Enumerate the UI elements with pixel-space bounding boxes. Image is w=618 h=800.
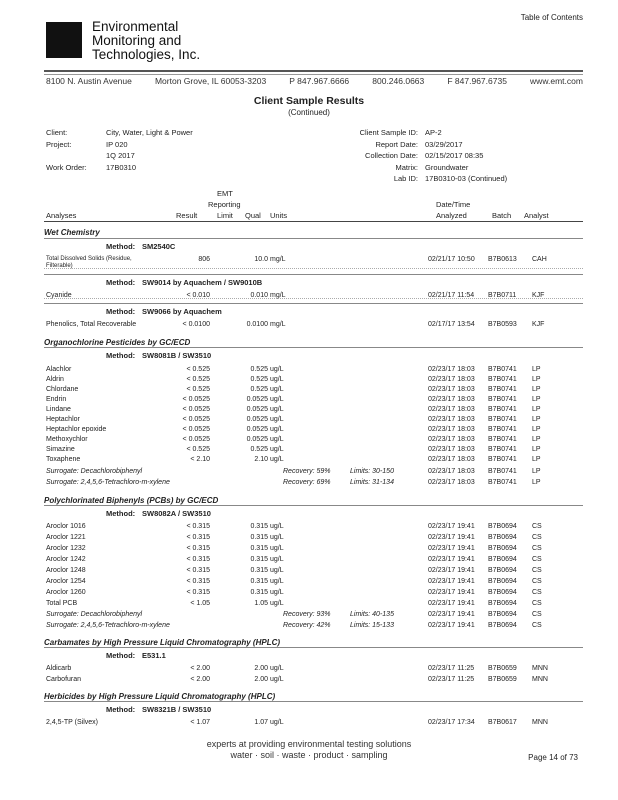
result-value: < 2.10 [190,456,210,463]
units: ug/L [270,406,284,413]
batch-id: B7B0741 [488,436,517,443]
analyte-name: Endrin [46,396,67,403]
analyst-initials: LP [532,366,541,373]
reporting-limit: 2.00 [254,665,268,672]
reporting-limit: 0.0525 [246,426,268,433]
surrogate-limits: Limits: 31-134 [350,479,394,486]
reporting-limit: 0.0100 [246,321,268,328]
column-header-batch: Batch [492,211,512,220]
analyst-initials: LP [532,396,541,403]
method-label: Method: [106,509,136,518]
units: ug/L [270,665,284,672]
units: ug/L [270,523,284,530]
result-value: < 0.525 [186,446,210,453]
column-header-date-time: Date/Time [436,200,471,209]
analyst-initials: LP [532,406,541,413]
reporting-limit: 0.0525 [246,416,268,423]
result-value: < 2.00 [190,676,210,683]
analyzed-date: 02/23/17 19:41 [428,534,475,541]
analyzed-date: 02/21/17 11:54 [428,292,475,299]
method-rule [44,701,583,702]
result-value: < 0.0525 [182,396,210,403]
batch-id: B7B0741 [488,416,517,423]
analyst-initials: CS [532,545,542,552]
batch-id: B7B0694 [488,622,517,629]
analyst-initials: LP [532,479,541,486]
analyzed-date: 02/23/17 19:41 [428,578,475,585]
batch-id: B7B0741 [488,376,517,383]
analyte-name: Aroclor 1248 [46,567,86,574]
reporting-limit: 0.315 [250,545,268,552]
surrogate-recovery: Recovery: 42% [283,622,331,629]
page-number: Page 14 of 73 [528,753,578,762]
address-phone: P 847.967.6666 [289,76,350,86]
surrogate-recovery: Recovery: 59% [283,468,331,475]
collection-date-label: Collection Date: [365,151,418,160]
address-tollfree: 800.246.0663 [372,76,425,86]
analyst-initials: MNN [532,665,548,672]
analyte-name: Aroclor 1260 [46,589,86,596]
analyte-name: 2,4,5-TP (Silvex) [46,719,98,726]
batch-id: B7B0741 [488,456,517,463]
result-value: < 0.315 [186,556,210,563]
analyte-name: Total PCB [46,600,78,607]
client-sample-id-label: Client Sample ID: [359,128,418,137]
result-value: < 0.525 [186,386,210,393]
method-label: Method: [106,651,136,660]
analyte-name: Aroclor 1242 [46,556,86,563]
company-logo [46,22,82,58]
surrogate-limits: Limits: 40-135 [350,611,394,618]
batch-id: B7B0617 [488,719,517,726]
batch-id: B7B0694 [488,600,517,607]
units: mg/L [270,292,286,299]
units: mg/L [270,256,286,263]
row-separator [44,298,583,299]
units: ug/L [270,366,284,373]
batch-id: B7B0741 [488,426,517,433]
batch-id: B7B0613 [488,256,517,263]
analyte-name: Aldicarb [46,665,72,672]
reporting-limit: 0.315 [250,578,268,585]
analyst-initials: KJF [532,321,545,328]
reporting-limit: 0.0525 [246,406,268,413]
method-rule [44,238,583,239]
result-value: < 0.0525 [182,436,210,443]
reporting-limit: 0.315 [250,589,268,596]
column-header-result: Result [176,211,198,220]
analyst-initials: MNN [532,719,548,726]
method-rule [44,647,583,648]
reporting-limit: 0.525 [250,376,268,383]
units: ug/L [270,567,284,574]
batch-id: B7B0659 [488,665,517,672]
surrogate-name: Surrogate: 2,4,5,6-Tetrachloro-m-xylene [46,479,170,486]
report-subtitle: (Continued) [288,108,330,117]
surrogate-recovery: Recovery: 93% [283,611,331,618]
footer-services: water · soil · waste · product · sampling [230,750,388,760]
surrogate-name: Surrogate: Decachlorobiphenyl [46,468,143,475]
units: ug/L [270,416,284,423]
company-name-line-2: Monitoring and [92,33,182,48]
analyzed-date: 02/23/17 18:03 [428,386,475,393]
analyst-initials: CAH [532,256,547,263]
method-label: Method: [106,242,136,251]
analyst-initials: LP [532,456,541,463]
footer-tagline: experts at providing environmental testing solutions [206,739,412,749]
analyst-initials: CS [532,556,542,563]
method-name: SW8321B / SW3510 [142,705,212,714]
client-label: Client: [46,128,68,137]
section-title: Polychlorinated Biphenyls (PCBs) by GC/ECD [44,496,219,505]
analyte-name: Carbofuran [46,676,82,683]
column-header-reporting: Reporting [208,200,241,209]
analyst-initials: CS [532,611,542,618]
method-name: SW9066 by Aquachem [142,307,222,316]
units: ug/L [270,436,284,443]
batch-id: B7B0694 [488,523,517,530]
analyte-name: Aroclor 1254 [46,578,86,585]
method-name: SW8081B / SW3510 [142,351,212,360]
reporting-limit: 2.10 [254,456,268,463]
column-header-rule [44,221,583,222]
units: ug/L [270,456,284,463]
analyzed-date: 02/23/17 18:03 [428,468,475,475]
batch-id: B7B0694 [488,556,517,563]
method-label: Method: [106,351,136,360]
section-title: Herbicides by High Pressure Liquid Chromatography (HPLC) [44,692,276,701]
analyte-name: Total Dissolved Solids (Residue, Filterable) [46,256,132,269]
analyst-initials: CS [532,622,542,629]
units: ug/L [270,386,284,393]
header-rule [44,70,583,72]
analyst-initials: LP [532,376,541,383]
analyst-initials: CS [532,600,542,607]
method-rule [44,303,583,304]
units: ug/L [270,446,284,453]
toc-link[interactable]: Table of Contents [520,13,583,22]
analyzed-date: 02/17/17 13:54 [428,321,475,328]
analyte-name: Aroclor 1016 [46,523,86,530]
analyte-name: Chlordane [46,386,79,393]
reporting-limit: 10.0 [254,256,268,263]
analyzed-date: 02/23/17 11:25 [428,676,475,683]
result-value: < 0.0525 [182,426,210,433]
analyzed-date: 02/23/17 18:03 [428,426,475,433]
method-name: E531.1 [142,651,166,660]
result-value: < 0.0525 [182,406,210,413]
address-street: 8100 N. Austin Avenue [46,76,132,86]
units: ug/L [270,719,284,726]
batch-id: B7B0741 [488,406,517,413]
reporting-limit: 0.525 [250,366,268,373]
section-title: Organochlorine Pesticides by GC/ECD [44,338,191,347]
result-value: < 0.525 [186,376,210,383]
method-name: SW8082A / SW3510 [142,509,211,518]
analyzed-date: 02/23/17 19:41 [428,600,475,607]
analyzed-date: 02/23/17 18:03 [428,446,475,453]
matrix-label: Matrix: [395,163,418,172]
analyte-name: Phenolics, Total Recoverable [46,321,137,328]
address-website: www.emt.com [530,76,583,86]
batch-id: B7B0694 [488,534,517,541]
column-header-emt: EMT [217,189,233,198]
units: ug/L [270,676,284,683]
analyst-initials: CS [532,534,542,541]
reporting-limit: 0.315 [250,567,268,574]
surrogate-limits: Limits: 15-133 [350,622,394,629]
reporting-limit: 0.525 [250,386,268,393]
column-header-limit: Limit [217,211,233,220]
batch-id: B7B0659 [488,676,517,683]
analyte-name: Methoxychlor [46,436,88,443]
analyte-name: Heptachlor [46,416,80,423]
batch-id: B7B0694 [488,545,517,552]
analyte-name: Toxaphene [46,456,81,463]
project-period-value: 1Q 2017 [106,151,135,160]
section-title: Carbamates by High Pressure Liquid Chromatography (HPLC) [44,638,281,647]
result-value: 806 [198,256,210,263]
reporting-limit: 2.00 [254,676,268,683]
analyst-initials: LP [532,416,541,423]
method-name: SW9014 by Aquachem / SW9010B [142,278,263,287]
batch-id: B7B0694 [488,611,517,618]
surrogate-recovery: Recovery: 69% [283,479,331,486]
analyzed-date: 02/23/17 18:03 [428,406,475,413]
company-address [46,76,583,86]
reporting-limit: 0.010 [250,292,268,299]
result-value: < 1.07 [190,719,210,726]
column-header-analyses: Analyses [46,211,77,220]
units: ug/L [270,426,284,433]
analyzed-date: 02/23/17 11:25 [428,665,475,672]
client-value: City, Water, Light & Power [106,128,193,137]
analyzed-date: 02/23/17 19:41 [428,611,475,618]
address-fax: F 847.967.6735 [447,76,507,86]
units: mg/L [270,321,286,328]
analyzed-date: 02/23/17 18:03 [428,396,475,403]
units: ug/L [270,376,284,383]
analyzed-date: 02/21/17 10:50 [428,256,475,263]
column-header-analyzed: Analyzed [436,211,467,220]
batch-id: B7B0593 [488,321,517,328]
analyzed-date: 02/23/17 19:41 [428,622,475,629]
method-rule [44,505,583,506]
analyst-initials: KJF [532,292,545,299]
analyte-name: Simazine [46,446,75,453]
batch-id: B7B0741 [488,386,517,393]
result-value: < 1.05 [190,600,210,607]
batch-id: B7B0741 [488,468,517,475]
batch-id: B7B0741 [488,446,517,453]
column-header-analyst: Analyst [524,211,549,220]
result-value: < 0.315 [186,589,210,596]
batch-id: B7B0694 [488,589,517,596]
analyst-initials: CS [532,589,542,596]
units: ug/L [270,534,284,541]
analyzed-date: 02/23/17 18:03 [428,456,475,463]
surrogate-name: Surrogate: 2,4,5,6-Tetrachloro-m-xylene [46,622,170,629]
address-city: Morton Grove, IL 60053-3203 [154,76,267,86]
units: ug/L [270,545,284,552]
units: ug/L [270,556,284,563]
batch-id: B7B0694 [488,578,517,585]
analyte-name: Aldrin [46,376,64,383]
company-name-line-3: Technologies, Inc. [92,47,201,62]
work-order-value: 17B0310 [106,163,137,172]
method-name: SM2540C [142,242,176,251]
analyzed-date: 02/23/17 18:03 [428,376,475,383]
result-value: < 0.315 [186,523,210,530]
matrix-value: Groundwater [425,163,469,172]
analyst-initials: LP [532,446,541,453]
batch-id: B7B0741 [488,479,517,486]
project-value: IP 020 [106,140,128,149]
analyte-name: Cyanide [46,292,72,299]
analyzed-date: 02/23/17 18:03 [428,416,475,423]
batch-id: B7B0741 [488,366,517,373]
client-sample-id-value: AP-2 [425,128,442,137]
analyzed-date: 02/23/17 19:41 [428,545,475,552]
analyzed-date: 02/23/17 18:03 [428,479,475,486]
analyte-name: Aroclor 1232 [46,545,86,552]
batch-id: B7B0711 [488,292,517,299]
reporting-limit: 0.315 [250,523,268,530]
method-label: Method: [106,705,136,714]
lab-id-label: Lab ID: [393,174,418,183]
column-header-units: Units [270,211,288,220]
method-rule [44,274,583,275]
units: ug/L [270,578,284,585]
units: ug/L [270,600,284,607]
result-value: < 0.010 [186,292,210,299]
analyst-initials: CS [532,523,542,530]
report-title: Client Sample Results [253,95,365,107]
lab-id-value: 17B0310-03 (Continued) [425,174,508,183]
result-value: < 0.0525 [182,416,210,423]
work-order-label: Work Order: [46,163,87,172]
analyte-name: Alachlor [46,366,72,373]
company-name-line-1: Environmental [92,19,179,34]
reporting-limit: 0.315 [250,556,268,563]
analyst-initials: MNN [532,676,548,683]
analyst-initials: LP [532,468,541,475]
column-header-qual: Qual [245,211,261,220]
method-label: Method: [106,307,136,316]
report-date-label: Report Date: [375,140,418,149]
result-value: < 0.525 [186,366,210,373]
collection-date-value: 02/15/2017 08:35 [425,151,484,160]
row-separator [44,268,583,269]
analyzed-date: 02/23/17 18:03 [428,436,475,443]
project-label: Project: [46,140,72,149]
analyte-name: Aroclor 1221 [46,534,86,541]
analyzed-date: 02/23/17 19:41 [428,567,475,574]
analyte-name: Lindane [46,406,71,413]
analyte-name: Heptachlor epoxide [46,426,107,433]
analyzed-date: 02/23/17 18:03 [428,366,475,373]
surrogate-name: Surrogate: Decachlorobiphenyl [46,611,143,618]
header-rule-thin [44,74,583,75]
result-value: < 2.00 [190,665,210,672]
reporting-limit: 0.315 [250,534,268,541]
analyst-initials: LP [532,426,541,433]
batch-id: B7B0741 [488,396,517,403]
analyst-initials: CS [532,567,542,574]
batch-id: B7B0694 [488,567,517,574]
reporting-limit: 1.07 [254,719,268,726]
analyst-initials: CS [532,578,542,585]
method-label: Method: [106,278,136,287]
report-date-value: 03/29/2017 [425,140,463,149]
analyzed-date: 02/23/17 19:41 [428,556,475,563]
section-title: Wet Chemistry [44,228,100,237]
surrogate-limits: Limits: 30-150 [350,468,394,475]
method-rule [44,347,583,348]
reporting-limit: 0.0525 [246,436,268,443]
result-value: < 0.0100 [182,321,210,328]
reporting-limit: 0.0525 [246,396,268,403]
units: ug/L [270,396,284,403]
units: ug/L [270,589,284,596]
result-value: < 0.315 [186,534,210,541]
analyzed-date: 02/23/17 17:34 [428,719,475,726]
reporting-limit: 0.525 [250,446,268,453]
analyst-initials: LP [532,386,541,393]
result-value: < 0.315 [186,578,210,585]
reporting-limit: 1.05 [254,600,268,607]
analyst-initials: LP [532,436,541,443]
result-value: < 0.315 [186,567,210,574]
analyzed-date: 02/23/17 19:41 [428,523,475,530]
analyzed-date: 02/23/17 19:41 [428,589,475,596]
result-value: < 0.315 [186,545,210,552]
